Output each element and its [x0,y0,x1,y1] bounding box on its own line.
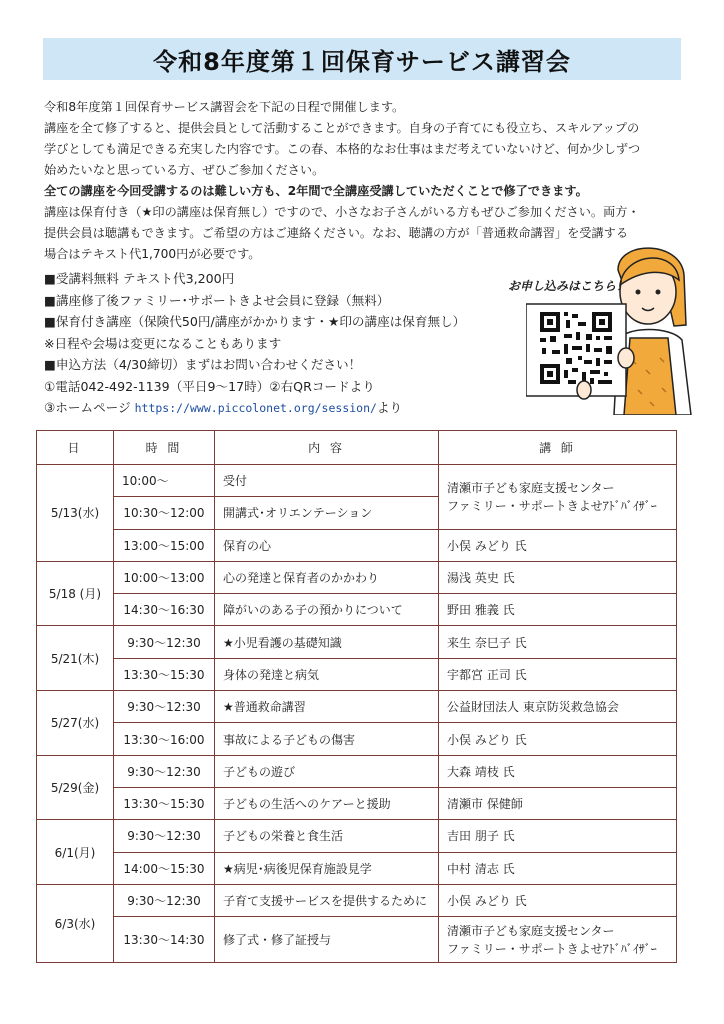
qr-code [538,310,614,386]
table-row [37,723,677,755]
time-cell: 9:30～12:30 [114,820,215,852]
homepage-suffix: より [376,400,403,415]
time-cell: 13:30～15:30 [114,658,215,690]
day-cell: 5/29(金) [37,755,114,820]
content-cell: 子どもの栄養と食生活 [215,820,439,852]
table-header-row [37,431,677,465]
time-cell: 9:30～12:30 [114,884,215,916]
table-row [37,852,677,884]
info-item: ■講座修了後ファミリー･サポートきよせ会員に登録（無料） [44,292,390,308]
intro-line: 講座は保育付き（★印の講座は保育無し）ですので、小さなお子さんがいる方もぜひご参加ください。両方・ [44,205,640,219]
apron [624,338,676,415]
instructor-cell: 宇都宮 正司 氏 [439,658,677,690]
info-item: ■保育付き講座（保険代50円/講座がかかります・★印の講座は保育無し） [44,314,466,329]
instructor-cell [439,917,677,963]
instructor-cell: 小俣 みどり 氏 [439,529,677,561]
content-cell: 子どもの生活へのケアーと援助 [215,787,439,819]
content-cell: 開講式･オリエンテーション [215,497,439,529]
time-cell: 13:30～16:00 [114,723,215,755]
apply-here-label: お申し込みはこちら！ [508,279,629,293]
instructor-org: 清瀬市子ども家庭支援センター ファミリー・サポートきよせｱﾄﾞﾊﾞｲｻﾞｰ [447,480,657,513]
instructor-cell: 小俣 みどり 氏 [439,884,677,916]
info-item: ①電話042-492-1139（平日9～17時）②右QRコードより [44,378,375,394]
info-item: ■受講料無料 テキスト代3,200円 [44,271,235,286]
info-item-homepage [44,397,524,420]
instructor-cell [439,465,677,530]
content-cell: ★病児･病後児保育施設見学 [215,852,439,884]
time-cell: 9:30～12:30 [114,626,215,658]
table-row [37,917,677,963]
table-row [37,465,677,497]
table-row [37,529,677,561]
content-cell: 身体の発達と病気 [215,658,439,690]
day-cell: 6/1(月) [37,820,114,885]
eye-right [656,290,661,295]
intro-line: 始めたいなと思っている方、ぜひご参加ください。 [44,163,325,177]
header-day: 日 [37,431,114,465]
instructor-cell: 公益財団法人 東京防災救急協会 [439,691,677,723]
instructor-cell: 野田 雅義 氏 [439,594,677,626]
content-cell: 心の発達と保育者のかかわり [215,561,439,593]
schedule-table [36,430,677,963]
day-cell: 5/27(水) [37,691,114,756]
table-row [37,626,677,658]
hand-left [618,348,634,368]
table-row [37,594,677,626]
day-cell: 5/21(木) [37,626,114,691]
time-cell: 10:00～13:00 [114,561,215,593]
instructor-cell: 湯浅 英史 氏 [439,561,677,593]
content-cell: 障がいのある子の預かりについて [215,594,439,626]
time-cell: 14:00～15:30 [114,852,215,884]
day-cell: 5/18 (月) [37,561,114,626]
instructor-cell: 小俣 みどり 氏 [439,723,677,755]
time-cell: 10:00～ [114,465,215,497]
homepage-link[interactable]: https://www.piccolonet.org/session/ [134,401,377,415]
homepage-prefix: ③ホームページ [44,400,135,415]
title-banner [43,38,681,80]
content-cell: ★普通救命講習 [215,691,439,723]
table-row [37,787,677,819]
time-cell: 9:30～12:30 [114,691,215,723]
time-cell: 9:30～12:30 [114,755,215,787]
content-cell: ★小児看護の基礎知識 [215,626,439,658]
staff-illustration [526,230,696,415]
intro-line: 講座を全て修了すると、提供会員として活動することができます。自身の子育てにも役立ち、スキルアップの [44,121,640,135]
intro-line: 令和8年度第１回保育サービス講習会を下記の日程で開催します。 [44,100,405,114]
table-row [37,820,677,852]
instructor-org: 清瀬市子ども家庭支援センター ファミリー・サポートきよせｱﾄﾞﾊﾞｲｻﾞｰ [447,923,657,956]
intro-line: 場合はテキスト代1,700円が必要です。 [44,247,261,261]
table-row [37,755,677,787]
table-row [37,884,677,916]
table-row [37,561,677,593]
content-cell: 修了式・修了証授与 [215,917,439,963]
content-cell: 子どもの遊び [215,755,439,787]
instructor-cell: 清瀬市 保健師 [439,787,677,819]
intro-line-emphasis: 全ての講座を今回受講するのは難しい方も、2年間で全講座受講していただくことで修了できます。 [44,184,588,198]
info-item: ※日程や会場は変更になることもあります [44,335,282,351]
header-content: 内 容 [215,431,439,465]
info-list [44,268,524,420]
instructor-cell: 大森 靖枝 氏 [439,755,677,787]
table-row [37,658,677,690]
time-cell: 13:00～15:00 [114,529,215,561]
eye-left [636,290,641,295]
header-time: 時 間 [114,431,215,465]
hand-right [577,381,591,399]
header-instructor: 講 師 [439,431,677,465]
intro-line: 学びとしても満足できる充実した内容です。この春、本格的なお仕事はまだ考えていないけど、何か少しずつ [44,142,641,156]
info-item: ■申込方法（4/30締切）まずはお問い合わせください！ [44,357,362,372]
table-row [37,691,677,723]
time-cell: 10:30～12:00 [114,497,215,529]
time-cell: 13:30～14:30 [114,917,215,963]
time-cell: 14:30～16:30 [114,594,215,626]
page-title: 令和8年度第１回保育サービス講習会 [153,47,571,76]
content-cell: 子育て支援サービスを提供するために [215,884,439,916]
instructor-cell: 吉田 朋子 氏 [439,820,677,852]
content-cell: 保育の心 [215,529,439,561]
intro-line: 提供会員は聴講もできます。ご希望の方はご連絡ください。なお、聴講の方が「普通救命講習」を受講する [44,226,629,240]
day-cell: 5/13(水) [37,465,114,562]
instructor-cell: 中村 清志 氏 [439,852,677,884]
instructor-cell: 来生 奈巳子 氏 [439,626,677,658]
day-cell: 6/3(水) [37,884,114,962]
content-cell: 受付 [215,465,439,497]
time-cell: 13:30～15:30 [114,787,215,819]
content-cell: 事故による子どもの傷害 [215,723,439,755]
